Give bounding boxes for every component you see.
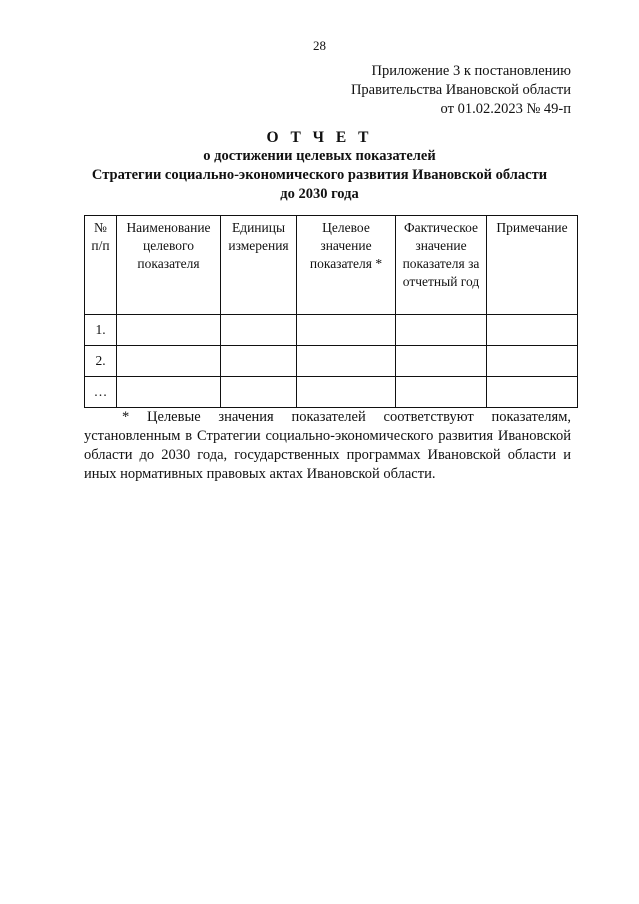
header-target-value: Целевое значение показателя *	[297, 216, 396, 315]
table-cell	[487, 346, 578, 377]
table-row	[85, 346, 578, 377]
appendix-reference	[351, 62, 571, 119]
page-number: 28	[313, 38, 326, 53]
header-units: Единицы измерения	[221, 216, 297, 315]
table-cell	[487, 377, 578, 408]
appendix-line-3: от 01.02.2023 № 49-п	[440, 101, 571, 117]
document-title-block	[0, 128, 639, 204]
header-note: Примечание	[487, 216, 578, 315]
table-cell	[396, 377, 487, 408]
table-cell	[297, 346, 396, 377]
header-indicator-name: Наименование целевого показателя	[117, 216, 221, 315]
table-cell-number: …	[85, 377, 117, 408]
header-actual-value: Фактическое значение показателя за отчетный год	[396, 216, 487, 315]
document-title: О Т Ч Е Т	[266, 129, 373, 146]
table-cell	[487, 315, 578, 346]
footnote-text: * Целевые значения показателей соответствуют показателям, установленным в Стратегии социально-экономического развития Ивановской области до 2030 года, государственных программах Ивановской области и иных нормативных правовых актах Ивановской области.	[84, 409, 571, 482]
table-cell	[117, 346, 221, 377]
table-cell	[396, 346, 487, 377]
table-cell	[221, 315, 297, 346]
header-number: № п/п	[85, 216, 117, 315]
table-cell	[221, 346, 297, 377]
appendix-line-2: Правительства Ивановской области	[350, 82, 571, 98]
table-row	[85, 377, 578, 408]
report-table	[84, 215, 578, 408]
table-cell-number: 1.	[85, 315, 117, 346]
document-subtitle-line-2: Стратегии социально-экономического развития Ивановской области	[91, 167, 548, 183]
table-cell	[117, 315, 221, 346]
table-cell-number: 2.	[85, 346, 117, 377]
document-subtitle-line-3: до 2030 года	[280, 186, 359, 202]
table-cell	[221, 377, 297, 408]
table-cell	[297, 377, 396, 408]
document-subtitle-line-1: о достижении целевых показателей	[203, 148, 436, 164]
table-cell	[297, 315, 396, 346]
table-row	[85, 315, 578, 346]
appendix-line-1: Приложение 3 к постановлению	[371, 63, 571, 79]
table-cell	[396, 315, 487, 346]
table-header-row	[85, 216, 578, 315]
table-cell	[117, 377, 221, 408]
